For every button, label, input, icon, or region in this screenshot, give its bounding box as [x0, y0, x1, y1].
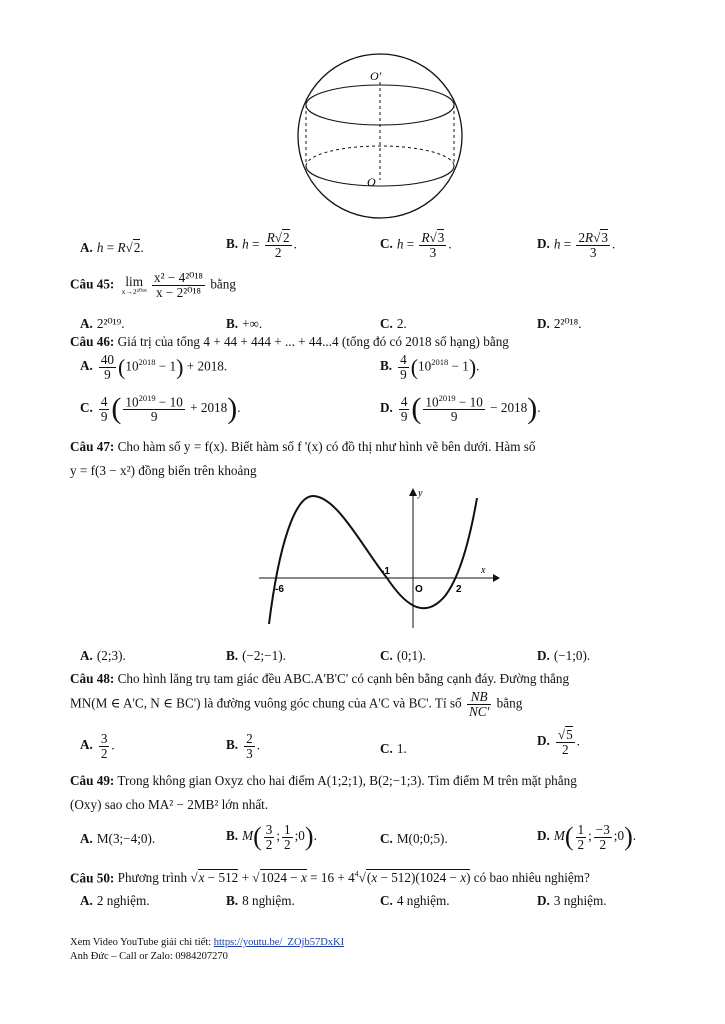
q47-stem-line1: Câu 47: Cho hàm số y = f(x). Biết hàm số f '(x) có đồ thị như hình vẽ bên dưới. Hàm số [70, 439, 536, 454]
q44-option-d[interactable]: D. h = $\frac{2R√3}{3}$ . [537, 230, 616, 260]
q48-option-b[interactable]: B. $\frac{2}{3}$ . [226, 731, 260, 761]
q49-option-b[interactable]: B. M( $\frac{3}{2}$ ; $\frac{1}{2}$ ;0). [226, 821, 317, 852]
q50-option-a[interactable]: A. 2 nghiệm. [80, 893, 150, 908]
label-y: y [418, 488, 423, 499]
footer-video-line: Xem Video YouTube giải chi tiết: https://youtu.be/_ZOjb57DxKI [70, 937, 345, 948]
q45-numerator: x² − 4²⁰¹⁸ [154, 270, 204, 285]
label-o-prime: O' [370, 69, 382, 83]
tick-origin: O [415, 584, 423, 595]
q44-option-a[interactable]: A. h = R√2. [80, 240, 144, 255]
q49-option-c[interactable]: C. M(0;0;5). [380, 831, 448, 846]
tick-minus6: -6 [275, 584, 284, 595]
tick-2: 2 [456, 584, 462, 595]
q46-stem: Câu 46: Giá trị của tổng 4 + 44 + 444 + ... + 44...4 (tổng đó có 2018 số hạng) bằng [70, 334, 509, 349]
q50-option-c[interactable]: C. 4 nghiệm. [380, 893, 450, 908]
q49-option-a[interactable]: A. M(3;−4;0). [80, 831, 156, 846]
q46-option-c[interactable]: C. $\frac{4}{9}$ ( $\frac{10^{2019} - 10}{9}$ + 2018). [80, 392, 241, 425]
q50-equation: Phương trình $√x - 512 + √1024 - x = 16 + 4^4√(x - 512)(1024 - x)$ có bao nhiêu nghiệm? [117, 870, 590, 886]
q47-option-c[interactable]: C. (0;1). [380, 648, 426, 663]
q50-stem: Câu 50: Phương trình $√x - 512 + √1024 - x = 16 + 4^4√(x - 512)(1024 - x)$ có bao nhiêu nghiệm? [70, 870, 590, 886]
q45-option-c[interactable]: C. 2. [380, 316, 407, 331]
q45-lim-sub: x→2²⁰¹⁸ [121, 287, 147, 297]
x-axis-arrow [493, 574, 500, 582]
q45-denominator: x − 2²⁰¹⁸ [156, 284, 202, 300]
y-axis-arrow [409, 488, 417, 496]
footer-contact-line: Anh Đức – Call or Zalo: 0984207270 [70, 951, 228, 962]
q49-option-d[interactable]: D. M( $\frac{1}{2}$ ; $\frac{-3}{2}$ ;0). [537, 821, 637, 852]
q47-option-d[interactable]: D. (−1;0). [537, 648, 591, 663]
q47-stem-line2: y = f(3 − x²) đồng biến trên khoảng [70, 463, 257, 478]
label-o: O [367, 175, 376, 189]
q47-option-a[interactable]: A. (2;3). [80, 648, 126, 663]
q48-stem-line2: MN(M ∈ A'C, N ∈ BC') là đường vuông góc chung của A'C và BC'. Tỉ số $\frac{NB}{NC'}$ bằng [70, 689, 523, 719]
q45-lim: lim [125, 274, 143, 289]
q48-stem-line1: Câu 48: Cho hình lăng trụ tam giác đều ABC.A'B'C' có cạnh bên bằng cạnh đáy. Đường thẳng [70, 671, 570, 686]
derivative-graph [255, 484, 500, 632]
q45-option-d[interactable]: D. 2²⁰¹⁸. [537, 316, 582, 331]
q45-option-a[interactable]: A. 2²⁰¹⁹. [80, 316, 125, 331]
q49-stem-line1: Câu 49: Trong không gian Oxyz cho hai điểm A(1;2;1), B(2;−1;3). Tìm điểm M trên mặt phẳng [70, 773, 577, 788]
q48-option-c[interactable]: C. 1. [380, 741, 407, 756]
q46-option-d[interactable]: D. $\frac{4}{9}$ ( $\frac{10^{2019} - 10}{9}$ − 2018). [380, 392, 541, 425]
q47-option-b[interactable]: B. (−2;−1). [226, 648, 286, 663]
fprime-curve [269, 496, 477, 624]
q45-option-b[interactable]: B. +∞. [226, 316, 263, 331]
q50-option-d[interactable]: D. 3 nghiệm. [537, 893, 607, 908]
q48-option-d[interactable]: D. $\frac{√5}{2}$ . [537, 727, 580, 757]
q45-stem: Câu 45: lim x→2²⁰¹⁸ $\frac{\text{x² − 4²⁰¹⁸}}{\text{x − 2²⁰¹⁸}}$ bằng [70, 270, 236, 300]
q50-option-b[interactable]: B. 8 nghiệm. [226, 893, 295, 908]
q48-option-a[interactable]: A. $\frac{3}{2}$ . [80, 731, 115, 761]
footer-youtube-link[interactable]: https://youtu.be/_ZOjb57DxKI [213, 937, 345, 948]
q49-stem-line2: (Oxy) sao cho MA² − 2MB² lớn nhất. [70, 797, 269, 812]
tick-minus1: -1 [381, 566, 390, 577]
q46-option-a[interactable]: A. $\frac{40}{9}$ $(10^{2018} - 1) + 2018$. [80, 352, 228, 382]
sphere-cylinder-figure [296, 32, 468, 238]
q44-option-c[interactable]: C. h = $\frac{R√3}{3}$ . [380, 230, 452, 260]
q46-option-b[interactable]: B. $\frac{4}{9}$ $(10^{2018} - 1)$. [380, 352, 480, 382]
label-x: x [481, 565, 486, 576]
q44-option-b[interactable]: B. h = $\frac{R√2}{2}$ . [226, 230, 297, 260]
